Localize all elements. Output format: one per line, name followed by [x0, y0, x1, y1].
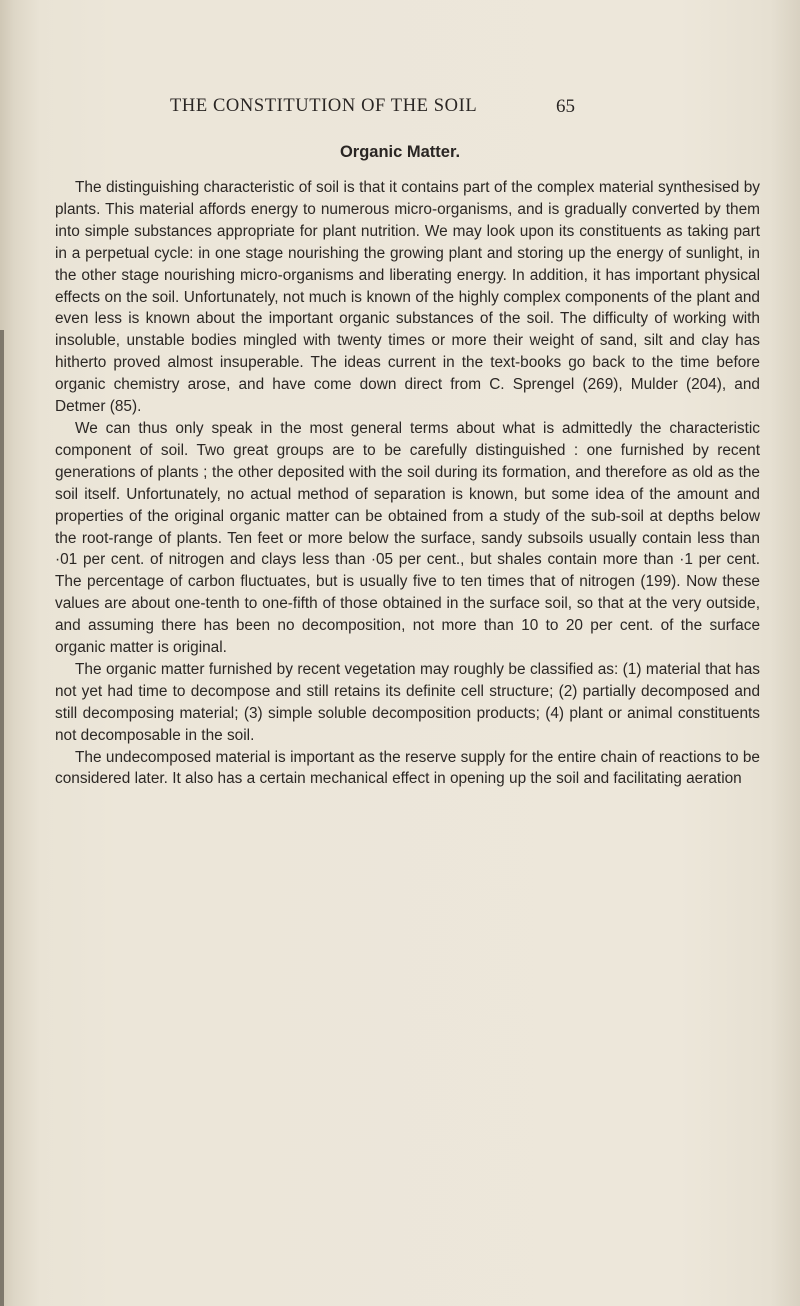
section-heading: Organic Matter.: [339, 143, 461, 161]
paragraph: The distinguishing characteristic of soil is that it contains part of the complex material synthesised by plants. This material affords energy to numerous micro-organisms, and is gradually converted by them into simple substances appropriate for plant nutrition. We may look upon its constituents as taking part in a perpetual cycle: in one stage nourishing the growing plant and storing up the energy of sunlight, in the other stage nourishing micro-organisms and liberating energy. In addition, it has important physical effects on the soil. Unfortunately, not much is known of the highly complex components of the plant and even less is known about the important organic substances of the soil. The difficulty of working with insoluble, unstable bodies mingled with twenty times or more their weight of sand, silt and clay has hitherto proved almost insuperable. The ideas current in the text-books go back to the time before organic chemistry arose, and have come down direct from C. Sprengel (269), Mulder (204), and Detmer (85).: [55, 179, 760, 416]
paragraph: The organic matter furnished by recent vegetation may roughly be classified as: (1) material that has not yet had time to decompose and still retains its definite cell structure; (2) partially decomposed and still decomposing material; (3) simple soluble decomposition products; (4) plant or animal constituents not decomposable in the soil.: [55, 660, 760, 744]
paragraph: We can thus only speak in the most general terms about what is admittedly the characteristic component of soil. Two great groups are to be carefully distinguished : one furnished by recent generations of plants ; the other deposited with the soil during its formation, and therefore as old as the soil itself. Unfortunately, no actual method of separation is known, but some idea of the amount and properties of the original organic matter can be obtained from a study of the sub-soil at depths below the root-range of plants. Ten feet or more below the surface, sandy subsoils usually contain less than ·01 per cent. of nitrogen and clays less than ·05 per cent., but shales contain more than ·1 per cent. The percentage of carbon fluctuates, but is usually five to ten times that of nitrogen (199). Now these values are about one-tenth to one-fifth of those obtained in the surface soil, so that at the very outside, and assuming there has been no decomposition, not more than 10 to 20 per cent. of the surface organic matter is original.: [55, 419, 760, 657]
page-number: 65: [556, 96, 575, 117]
page-edge-shadow: [0, 330, 4, 1306]
paragraph: The undecomposed material is important as the reserve supply for the entire chain of reactions to be considered later. It also has a certain mechanical effect in opening up the soil and facilitating aeration: [55, 748, 760, 788]
running-head: THE CONSTITUTION OF THE SOIL: [170, 96, 478, 116]
body-text: [55, 177, 760, 790]
